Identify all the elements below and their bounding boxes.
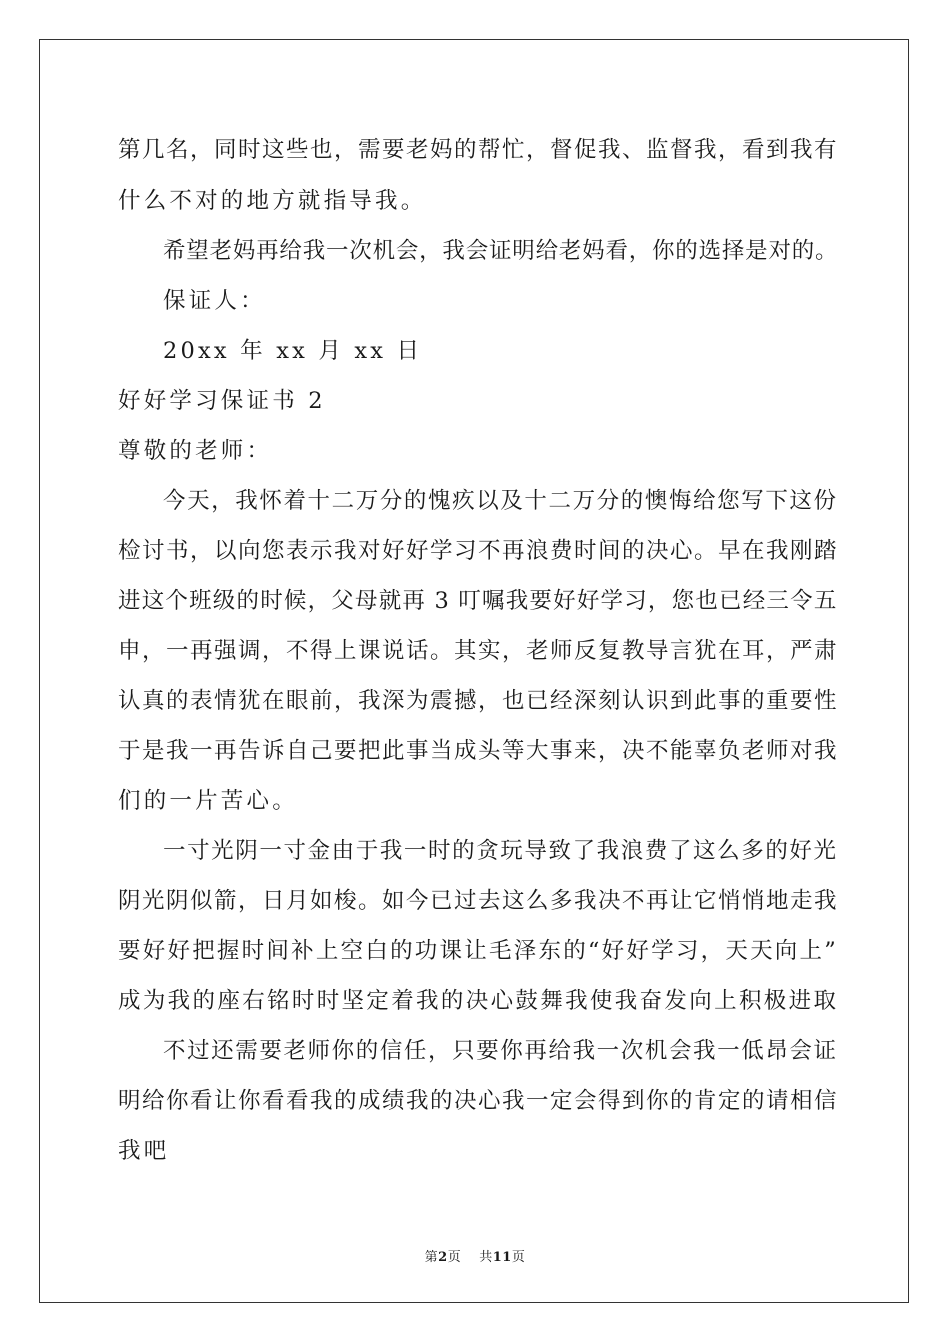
text-line: 明给你看让你看看我的成绩我的决心我一定会得到你的肯定的请相信 bbox=[118, 1088, 839, 1114]
text-line: 一寸光阴一寸金由于我一时的贪玩导致了我浪费了这么多的好光 bbox=[163, 838, 838, 864]
total-suffix: 页 bbox=[511, 1250, 526, 1265]
text-line: 进这个班级的时候，父母就再 3 叮嘱我要好好学习，您也已经三令五 bbox=[118, 588, 838, 614]
signer-label: 保证人： bbox=[163, 288, 266, 314]
text-line: 申，一再强调，不得上课说话。其实，老师反复教导言犹在耳，严肃 bbox=[118, 638, 839, 664]
page-prefix: 第 bbox=[424, 1250, 439, 1265]
total-pages: 11 bbox=[492, 1250, 512, 1265]
text-line: 什么不对的地方就指导我。 bbox=[118, 188, 427, 214]
text-line: 要好好把握时间补上空白的功课让毛泽东的“好好学习，天天向上” bbox=[118, 938, 839, 964]
text-line: 认真的表情犹在眼前，我深为震撼，也已经深刻认识到此事的重要性 bbox=[118, 688, 839, 714]
text-line: 成为我的座右铭时时坚定着我的决心鼓舞我使我奋发向上积极进取 bbox=[118, 988, 839, 1014]
text-line: 我吧 bbox=[118, 1138, 170, 1164]
text-line: 们的一片苦心。 bbox=[118, 788, 298, 814]
text-line: 希望老妈再给我一次机会，我会证明给老妈看，你的选择是对的。 bbox=[163, 238, 839, 264]
total-prefix: 共 bbox=[479, 1250, 493, 1265]
text-line: 不过还需要老师你的信任，只要你再给我一次机会我一低昂会证 bbox=[163, 1038, 838, 1064]
text-line: 第几名，同时这些也，需要老妈的帮忙，督促我、监督我，看到我有 bbox=[118, 137, 839, 163]
section-title: 好好学习保证书 2 bbox=[118, 388, 326, 414]
page-suffix: 页 bbox=[447, 1250, 462, 1265]
date-line: 20xx 年 xx 月 xx 日 bbox=[163, 338, 423, 364]
text-line: 于是我一再告诉自己要把此事当成头等大事来，决不能辜负老师对我 bbox=[118, 738, 839, 764]
page-number: 2 bbox=[438, 1250, 448, 1265]
text-line: 今天，我怀着十二万分的愧疚以及十二万分的懊悔给您写下这份 bbox=[163, 488, 838, 514]
salutation: 尊敬的老师： bbox=[118, 438, 273, 464]
page-footer bbox=[0, 1246, 950, 1265]
text-line: 检讨书，以向您表示我对好好学习不再浪费时间的决心。早在我刚踏 bbox=[118, 538, 839, 564]
text-line: 阴光阴似箭，日月如梭。如今已过去这么多我决不再让它悄悄地走我 bbox=[118, 888, 839, 914]
